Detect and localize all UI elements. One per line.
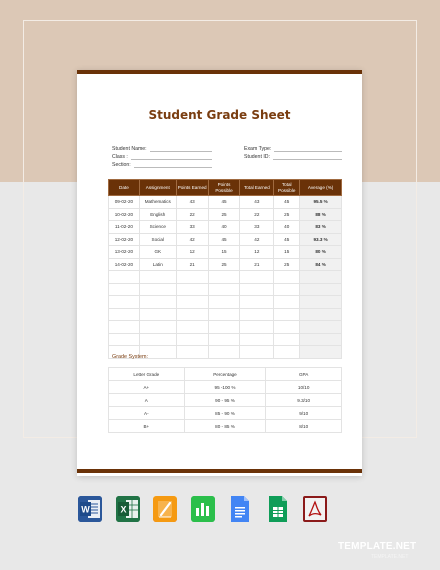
cell-percentage: 90 - 95 % [184,394,266,407]
empty-cell[interactable] [240,283,274,296]
cell-gpa: 9.3/10 [266,394,342,407]
empty-cell[interactable] [208,333,240,346]
cell-total-possible: 45 [274,233,300,246]
cell-total-earned: 43 [240,196,274,209]
empty-cell[interactable] [176,333,208,346]
empty-cell[interactable] [274,308,300,321]
grade-system-header-row [109,368,342,381]
empty-cell[interactable] [176,321,208,334]
empty-cell[interactable] [208,283,240,296]
student-id-label: Student ID: [244,154,270,160]
cell-date: 12-02-20 [109,233,140,246]
grades-table [108,179,342,359]
cell-total-earned: 22 [240,208,274,221]
empty-cell[interactable] [139,308,176,321]
empty-cell[interactable] [240,346,274,359]
table-row-empty [109,296,342,309]
svg-text:W: W [81,504,90,515]
cell-points-possible: 25 [208,208,240,221]
header-assignment: Assignment [139,180,176,196]
cell-total-possible: 15 [274,246,300,259]
empty-cell[interactable] [139,296,176,309]
empty-cell[interactable] [176,296,208,309]
class-field[interactable] [131,153,212,160]
cell-total-earned: 42 [240,233,274,246]
empty-cell[interactable] [139,321,176,334]
cell-percentage: 85 - 90 % [184,407,266,420]
cell-assignment: Latin [139,258,176,271]
cell-assignment: Social [139,233,176,246]
header-points-earned: Points Earned [176,180,208,196]
empty-cell[interactable] [274,296,300,309]
excel-icon[interactable] [116,496,140,522]
empty-cell[interactable] [274,283,300,296]
cell-gpa: 9/10 [266,407,342,420]
document-sheet [77,70,362,476]
table-row-empty [109,333,342,346]
empty-cell[interactable] [240,321,274,334]
empty-cell[interactable] [240,271,274,284]
empty-cell[interactable] [274,321,300,334]
cell-points-possible: 45 [208,233,240,246]
table-row-empty [109,271,342,284]
empty-cell[interactable] [300,271,342,284]
cell-average: 95.5 % [300,196,342,209]
cell-total-possible: 40 [274,221,300,234]
empty-cell[interactable] [109,333,140,346]
cell-average: 88 % [300,208,342,221]
empty-cell[interactable] [240,308,274,321]
class-label: Class : [112,154,128,160]
empty-cell[interactable] [240,333,274,346]
cell-points-earned: 43 [176,196,208,209]
cell-average: 84 % [300,258,342,271]
cell-points-earned: 22 [176,208,208,221]
header-total-earned: Total Earned [240,180,274,196]
empty-cell[interactable] [176,308,208,321]
empty-cell[interactable] [300,296,342,309]
svg-text:X: X [119,504,127,515]
empty-cell[interactable] [176,271,208,284]
empty-cell[interactable] [274,346,300,359]
empty-cell[interactable] [300,333,342,346]
header-letter-grade: Letter Grade [109,368,185,381]
cell-percentage: 80 - 85 % [184,420,266,433]
pdf-icon[interactable] [303,496,327,522]
cell-letter-grade: A+ [109,381,185,394]
grade-system-table [108,367,342,433]
cell-letter-grade: A [109,394,185,407]
section-label: Section: [112,162,131,168]
cell-points-earned: 42 [176,233,208,246]
cell-points-possible: 45 [208,196,240,209]
empty-cell[interactable] [208,296,240,309]
empty-cell[interactable] [109,296,140,309]
cell-total-earned: 21 [240,258,274,271]
pages-icon[interactable] [153,496,177,522]
cell-points-possible: 25 [208,258,240,271]
empty-cell[interactable] [300,283,342,296]
empty-cell[interactable] [109,308,140,321]
cell-total-possible: 45 [274,196,300,209]
cell-date: 11-02-20 [109,221,140,234]
empty-cell[interactable] [300,346,342,359]
header-date: Date [109,180,140,196]
empty-cell[interactable] [139,333,176,346]
cell-total-possible: 25 [274,208,300,221]
student-info-right [244,144,342,160]
table-row-empty [109,308,342,321]
cell-points-possible: 15 [208,246,240,259]
student-name-label: Student Name: [112,146,147,152]
cell-average: 83 % [300,221,342,234]
cell-points-possible: 40 [208,221,240,234]
word-icon[interactable] [78,496,102,522]
grades-header-row [109,180,342,196]
empty-cell[interactable] [208,271,240,284]
bottom-border-bar [77,469,362,473]
table-row [109,394,342,407]
empty-cell[interactable] [300,321,342,334]
cell-points-earned: 33 [176,221,208,234]
google-docs-icon[interactable] [228,496,252,522]
app-icons-row [78,496,327,522]
student-info-left [112,144,212,168]
table-row [109,258,342,271]
empty-cell[interactable] [109,283,140,296]
cell-assignment: Mathematics [139,196,176,209]
student-name-field[interactable] [150,145,212,152]
cell-total-earned: 12 [240,246,274,259]
table-row-empty [109,321,342,334]
empty-cell[interactable] [176,346,208,359]
template-net-watermark: TEMPLATE.NET [338,541,417,552]
template-net-watermark-small: TEMPLATE.NET [371,554,409,560]
empty-cell[interactable] [208,321,240,334]
empty-cell[interactable] [208,308,240,321]
cell-letter-grade: A- [109,407,185,420]
empty-cell[interactable] [274,333,300,346]
table-row [109,407,342,420]
cell-points-earned: 21 [176,258,208,271]
empty-cell[interactable] [176,283,208,296]
cell-date: 09-02-20 [109,196,140,209]
cell-percentage: 95 -100 % [184,381,266,394]
table-row [109,208,342,221]
cell-letter-grade: B+ [109,420,185,433]
document-title: Student Grade Sheet [148,108,291,122]
empty-cell[interactable] [274,271,300,284]
cell-date: 10-02-20 [109,208,140,221]
table-row [109,221,342,234]
empty-cell[interactable] [109,271,140,284]
exam-type-label: Exam Type: [244,146,272,152]
cell-total-possible: 25 [274,258,300,271]
empty-cell[interactable] [139,271,176,284]
exam-type-field[interactable] [274,145,342,152]
header-percentage: Percentage [184,368,266,381]
student-id-field[interactable] [273,153,342,160]
grade-system-title: Grade System: [112,354,148,360]
header-gpa: GPA [266,368,342,381]
cell-gpa: 10/10 [266,381,342,394]
header-total-possible: Total Possible [274,180,300,196]
empty-cell[interactable] [139,283,176,296]
cell-total-earned: 33 [240,221,274,234]
table-row-empty [109,283,342,296]
table-row [109,381,342,394]
table-row [109,420,342,433]
table-row [109,246,342,259]
cell-assignment: GK [139,246,176,259]
table-row [109,233,342,246]
cell-date: 14-02-20 [109,258,140,271]
empty-cell[interactable] [240,296,274,309]
empty-cell[interactable] [208,346,240,359]
google-sheets-icon[interactable] [266,496,290,522]
table-row [109,196,342,209]
section-field[interactable] [134,161,212,168]
top-border-bar [77,70,362,74]
header-average: Average (%) [300,180,342,196]
cell-assignment: English [139,208,176,221]
cell-date: 13-02-20 [109,246,140,259]
empty-cell[interactable] [109,321,140,334]
cell-gpa: 8/10 [266,420,342,433]
cell-average: 93.3 % [300,233,342,246]
empty-cell[interactable] [300,308,342,321]
cell-points-earned: 12 [176,246,208,259]
cell-assignment: Science [139,221,176,234]
numbers-icon[interactable] [191,496,215,522]
header-points-possible: Points Possible [208,180,240,196]
cell-average: 80 % [300,246,342,259]
